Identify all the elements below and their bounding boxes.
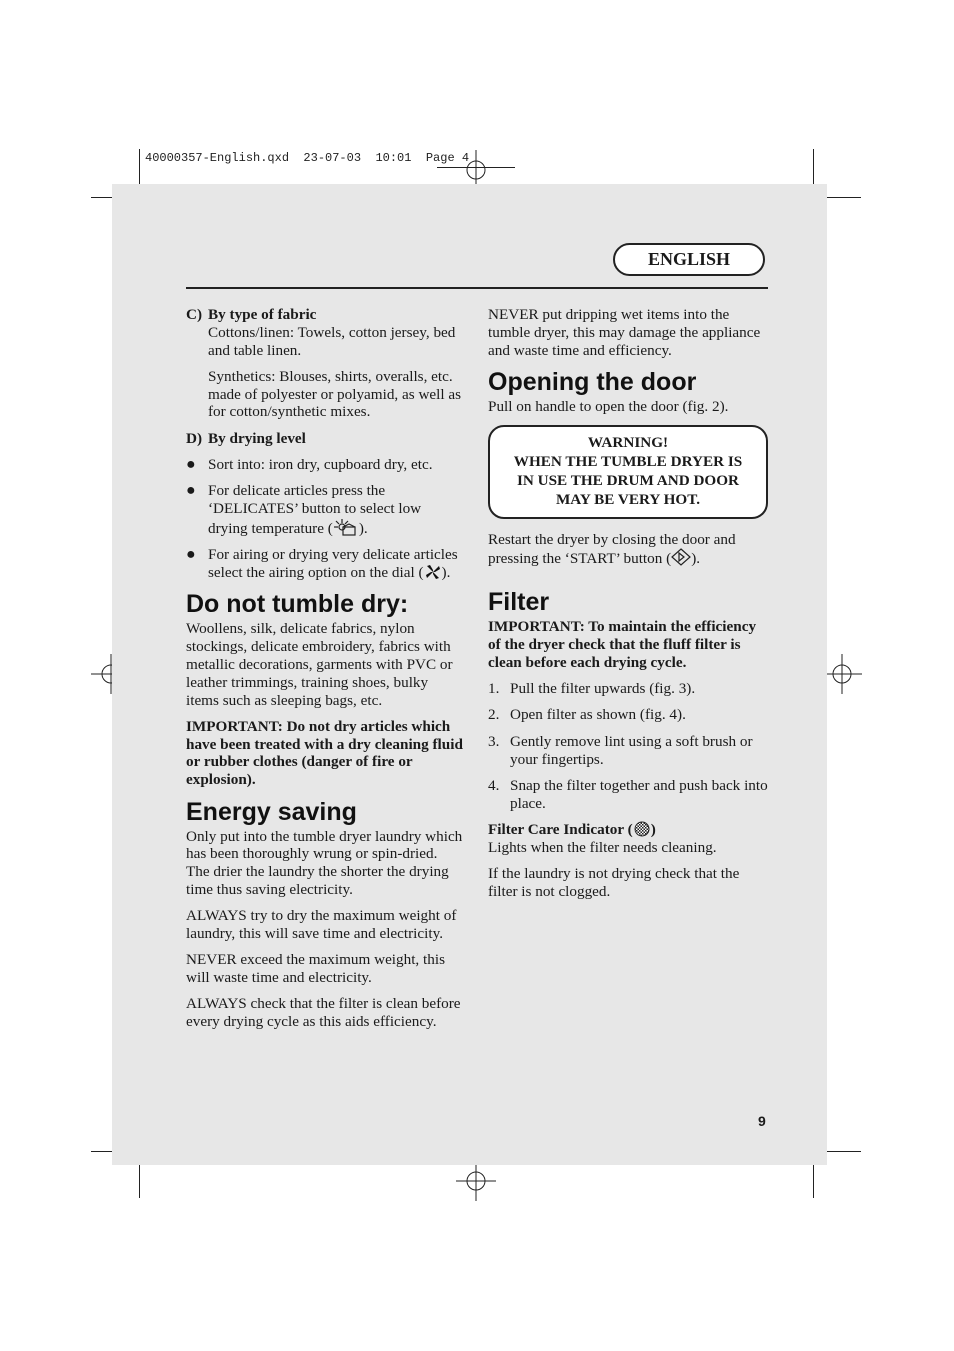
step-text: Gently remove lint using a soft brush or your fingertips. — [510, 732, 753, 768]
step-number: 3. — [488, 732, 500, 750]
section-d-heading — [186, 430, 463, 448]
step-number: 4. — [488, 776, 500, 794]
page-number: 9 — [758, 1113, 766, 1129]
bullet-text: For airing or drying very delicate articles select the airing option on the dial ( — [208, 546, 458, 582]
bullet-text-end: ). — [358, 519, 368, 537]
energy-paragraph: ALWAYS try to dry the maximum weight of laundry, this will save time and electricity. — [186, 907, 457, 943]
door-text: Pull on handle to open the door (fig. 2). — [488, 397, 729, 415]
restart-text — [488, 531, 768, 569]
cottons-text: Cottons/linen: Towels, cotton jersey, bed and table linen. — [208, 323, 456, 359]
bullet-icon: ● — [186, 546, 196, 564]
start-button-icon — [671, 548, 691, 566]
crop-mark — [823, 197, 861, 198]
do-not-tumble-heading: Do not tumble dry: — [186, 590, 409, 619]
list-item — [488, 777, 768, 813]
bullet-text: For delicate articles press the ‘DELICATES’ button to select low drying temperature ( — [208, 482, 422, 537]
warning-box — [488, 425, 768, 519]
warning-line: WARNING! — [587, 433, 669, 451]
registration-mark-icon — [822, 654, 862, 694]
warning-line: MAY BE VERY HOT. — [555, 490, 701, 508]
list-item — [488, 680, 768, 698]
list-item — [488, 733, 768, 769]
right-column — [488, 306, 768, 909]
filter-important: IMPORTANT: To maintain the efficiency of the dryer check that the fluff filter is clean before each drying cycle. — [488, 618, 757, 671]
restart-text-end: ). — [691, 550, 701, 568]
header-rule — [186, 287, 768, 289]
step-number: 2. — [488, 706, 500, 724]
section-c-title: By type of fabric — [208, 306, 317, 323]
energy-paragraph: Only put into the tumble dryer laundry which has been thoroughly wrung or spin-dried. The drier the laundry the shorter the drying time thus saving electricity. — [186, 827, 463, 898]
opening-door-heading: Opening the door — [488, 367, 697, 396]
filter-steps — [488, 680, 768, 812]
list-item — [186, 482, 463, 537]
drying-level-list — [186, 456, 463, 582]
warning-line: IN USE THE DRUM AND DOOR — [516, 471, 740, 489]
crop-mark — [139, 1162, 140, 1198]
list-item — [186, 546, 463, 582]
never-wet-text: NEVER put dripping wet items into the tumble dryer, this may damage the appliance and waste time and efficiency. — [488, 306, 761, 359]
do-not-tumble-important: IMPORTANT: Do not dry articles which have been treated with a dry cleaning fluid or rubber clothes (danger of fire or explosion). — [186, 717, 463, 789]
section-c-heading — [186, 306, 463, 324]
file-slug: 40000357-English.qxd 23-07-03 10:01 Page 4 — [145, 151, 470, 165]
section-c-label: C) — [186, 306, 203, 323]
bullet-text: Sort into: iron dry, cupboard dry, etc. — [208, 456, 433, 474]
clogged-text: If the laundry is not drying check that the filter is not clogged. — [488, 865, 740, 900]
restart-text-start: Restart the dryer by closing the door and pressing the ‘START’ button ( — [488, 530, 736, 568]
step-text: Pull the filter upwards (fig. 3). — [510, 680, 696, 698]
indicator-text: Lights when the filter needs cleaning. — [488, 838, 717, 856]
delicates-icon — [333, 518, 359, 536]
indicator-title-end: ) — [650, 820, 656, 838]
filter-heading: Filter — [488, 588, 550, 617]
crop-mark — [813, 1162, 814, 1198]
bullet-icon: ● — [186, 482, 196, 500]
language-label: ENGLISH — [613, 243, 765, 276]
do-not-tumble-text: Woollens, silk, delicate fabrics, nylon stockings, delicate embroidery, fabrics with metallic decorations, garments with PVC or leather trimmings, training shoes, bulky items such as sleeping bags, etc. — [186, 620, 453, 709]
energy-paragraph: ALWAYS check that the filter is clean before every drying cycle as this aids efficiency. — [186, 995, 461, 1031]
section-d-label: D) — [186, 429, 203, 447]
bullet-text-end: ). — [441, 564, 451, 582]
bullet-icon: ● — [186, 456, 196, 474]
registration-mark-icon — [456, 1161, 496, 1201]
step-text: Open filter as shown (fig. 4). — [510, 706, 686, 724]
crop-mark — [139, 149, 140, 187]
list-item — [488, 706, 768, 724]
crop-mark — [823, 1151, 861, 1152]
synthetics-text: Synthetics: Blouses, shirts, overalls, etc. made of polyester or polyamid, as well as for cotton/synthetic mixes. — [208, 367, 462, 421]
filter-care-icon — [633, 821, 651, 837]
filter-care-indicator-heading — [488, 821, 768, 839]
list-item — [186, 456, 463, 474]
step-number: 1. — [488, 680, 500, 698]
airing-fan-icon — [424, 564, 442, 580]
energy-saving-heading: Energy saving — [186, 797, 357, 826]
crop-mark — [813, 149, 814, 187]
section-d-title: By drying level — [208, 429, 306, 447]
step-text: Snap the filter together and push back into place. — [510, 776, 768, 812]
left-column — [186, 306, 463, 1040]
warning-line: WHEN THE TUMBLE DRYER IS — [513, 452, 743, 470]
energy-paragraph: NEVER exceed the maximum weight, this will waste time and electricity. — [186, 951, 445, 987]
indicator-title: Filter Care Indicator ( — [488, 820, 633, 838]
